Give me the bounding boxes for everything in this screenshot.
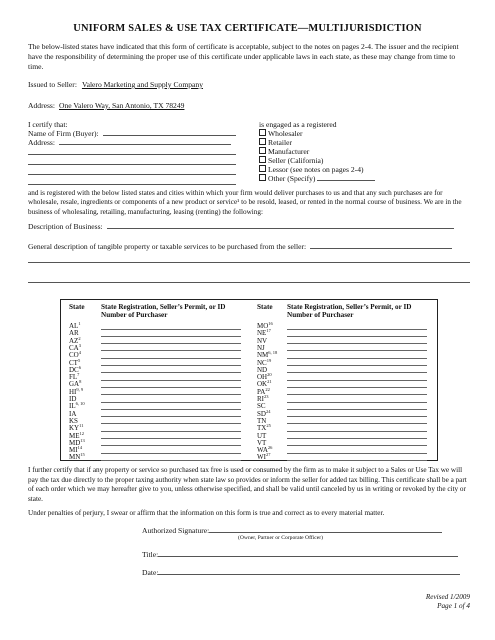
registration-number-field[interactable]: [101, 402, 241, 403]
general-line-2[interactable]: [28, 262, 470, 263]
registration-number-field[interactable]: [287, 453, 427, 454]
registration-number-field[interactable]: [101, 372, 241, 373]
title-field[interactable]: [158, 550, 458, 557]
state-code: VT: [257, 438, 267, 447]
date-row: [142, 568, 460, 577]
registration-number-field[interactable]: [101, 416, 241, 417]
state-code: $FL^7$: [69, 372, 80, 382]
business-label: Description of Business:: [28, 222, 103, 231]
state-registration-table: [60, 299, 438, 461]
registration-number-field[interactable]: [101, 460, 241, 461]
state-code: TX$^{25}$: [257, 423, 271, 433]
registration-number-field[interactable]: [101, 350, 241, 351]
registration-number-field[interactable]: [287, 423, 427, 424]
form-title: UNIFORM SALES & USE TAX CERTIFICATE—MULTIJURISDICTION: [73, 23, 422, 34]
seller-address-value[interactable]: One Valero Way, San Antonio, TX 78249: [59, 101, 185, 110]
checkbox[interactable]: [259, 165, 266, 172]
issued-to-row: [28, 80, 203, 89]
business-field[interactable]: [107, 222, 454, 229]
state-code: OH$^{20}$: [257, 372, 272, 382]
option-wholesaler[interactable]: Wholesaler: [259, 129, 303, 138]
buyer-address-label: Address:: [28, 138, 55, 147]
buyer-address-line-4[interactable]: [28, 174, 236, 175]
general-line-3[interactable]: [28, 282, 470, 283]
registration-number-field[interactable]: [287, 343, 427, 344]
seller-address-label: Address:: [28, 101, 55, 110]
state-code: KS: [69, 416, 78, 425]
registration-number-field[interactable]: [287, 380, 427, 381]
buyer-address-line-2[interactable]: [28, 154, 236, 155]
other-specify-field[interactable]: [317, 174, 375, 181]
col-reg-right: State Registration, Seller’s Permit, or ID Number of Purchaser: [287, 303, 412, 319]
registration-number-field[interactable]: [287, 329, 427, 330]
state-code: MN$^{15}$: [69, 452, 85, 462]
registration-number-field[interactable]: [287, 445, 427, 446]
registration-number-field[interactable]: [101, 431, 241, 432]
title-row: [142, 550, 458, 559]
state-code: $DC^6$: [69, 364, 81, 374]
registration-number-field[interactable]: [287, 365, 427, 366]
registration-number-field[interactable]: [287, 350, 427, 351]
option-retailer[interactable]: Retailer: [259, 138, 292, 147]
col-reg-left: State Registration, Seller’s Permit, or ID Number of Purchaser: [101, 303, 226, 319]
buyer-address-line-5[interactable]: [28, 184, 236, 185]
state-code: PA$^{22}$: [257, 386, 270, 396]
state-code: OK$^{21}$: [257, 379, 272, 389]
checkbox[interactable]: [259, 174, 266, 181]
registration-number-field[interactable]: [101, 445, 241, 446]
registration-number-field[interactable]: [101, 438, 241, 439]
general-label: General description of tangible property or taxable services to be purchased from the seller:: [28, 242, 307, 251]
firm-name-label: Name of Firm (Buyer):: [28, 129, 99, 138]
option-manufacturer[interactable]: Manufacturer: [259, 147, 309, 156]
option-seller-california[interactable]: Seller (California): [259, 156, 323, 165]
registration-number-field[interactable]: [287, 416, 427, 417]
further-certify-paragraph: I further certify that if any property or service so purchased tax free is used or consumed by the firm as to make it subject to a Sales or Use Tax we will pay the tax due directly to the proper taxing authority when state law so provides or inform the seller for added tax billing. This certificate shall be a part of each order which we may hereafter give to you, unless otherwise specified, and shall be valid until canceled by us in writing or revoked by the city or state.: [28, 466, 467, 503]
state-code: MI$^{14}$: [69, 445, 83, 455]
col-state-left: State: [69, 303, 85, 311]
state-code: NV: [257, 336, 268, 345]
state-code: SD$^{24}$: [257, 408, 271, 418]
registration-number-field[interactable]: [101, 358, 241, 359]
state-code: WI$^{27}$: [257, 452, 271, 462]
registration-number-field[interactable]: [287, 336, 427, 337]
state-code: HI$^{9, 9}$: [69, 386, 84, 396]
perjury-statement: Under penalties of perjury, I swear or affirm that the information on this form is true and correct as to every material matter.: [28, 509, 385, 517]
authorized-signature-field[interactable]: [209, 526, 442, 533]
date-label: Date:: [142, 568, 159, 577]
state-code: IL$^{6, 10}$: [69, 401, 85, 411]
general-field[interactable]: [310, 242, 452, 249]
state-code: $AL^1$: [69, 321, 81, 330]
state-code: UT: [257, 431, 267, 440]
state-code: MO$^{16}$: [257, 321, 273, 330]
state-code: $CA^3$: [69, 342, 81, 352]
registered-paragraph: and is registered with the below listed states and cities within which your firm would deliver purchases to us and that any such purchases are for wholesale, resale, ingredients or components of a new product or service¹ to be resold, leased, or rented in the normal course of business. We are in the business of wholesaling, retailing, manufacturing, leasing (renting) the following:: [28, 189, 462, 216]
business-row: [28, 222, 454, 231]
revised-date: Revised 1/2009: [425, 593, 470, 601]
state-code: RI$^{23}$: [257, 394, 269, 403]
checkbox[interactable]: [259, 138, 266, 145]
state-code: ME$^{12}$: [69, 430, 84, 440]
state-code: ND: [257, 365, 268, 374]
registration-number-field[interactable]: [101, 394, 241, 395]
registration-number-field[interactable]: [101, 365, 241, 366]
registration-number-field[interactable]: [101, 453, 241, 454]
registration-number-field[interactable]: [101, 387, 241, 388]
state-code: WA$^{26}$: [257, 445, 273, 455]
authorized-signature-label: Authorized Signature:: [142, 526, 210, 535]
state-code: NC$^{19}$: [257, 357, 272, 367]
state-code: $CO^4$: [69, 350, 81, 360]
registration-number-field[interactable]: [287, 402, 427, 403]
col-state-right: State: [257, 303, 273, 311]
registration-number-field[interactable]: [101, 336, 241, 337]
title-label: Title:: [142, 550, 159, 559]
state-code: AR: [69, 329, 79, 338]
checkbox[interactable]: [259, 147, 266, 154]
firm-name-field[interactable]: [103, 129, 236, 136]
option-other[interactable]: Other (Specify): [259, 174, 375, 183]
page-number: Page 1 of 4: [437, 602, 470, 610]
state-code: ID: [69, 395, 77, 403]
registration-number-field[interactable]: [287, 438, 427, 439]
checkbox[interactable]: [259, 156, 266, 163]
engaged-label: is engaged as a registered: [259, 120, 337, 129]
registration-number-field[interactable]: [101, 380, 241, 381]
state-code: SC: [257, 402, 266, 411]
seller-address-row: [28, 101, 184, 110]
buyer-address-row: [28, 138, 231, 147]
registration-number-field[interactable]: [287, 409, 427, 410]
date-field[interactable]: [158, 568, 460, 575]
option-lessor[interactable]: Lessor (see notes on pages 2-4): [259, 165, 364, 174]
registration-number-field[interactable]: [287, 394, 427, 395]
state-code: $CT^5$: [69, 357, 81, 367]
issued-to-value[interactable]: Valero Marketing and Supply Company: [81, 80, 203, 89]
registration-number-field[interactable]: [101, 329, 241, 330]
registration-number-field[interactable]: [101, 409, 241, 410]
state-code: NM$^{6, 18}$: [257, 350, 278, 360]
registration-number-field[interactable]: [287, 431, 427, 432]
certify-label: I certify that:: [28, 120, 68, 129]
registration-number-field[interactable]: [287, 372, 427, 373]
registration-number-field[interactable]: [287, 387, 427, 388]
buyer-address-field[interactable]: [59, 138, 231, 145]
registration-number-field[interactable]: [101, 343, 241, 344]
state-code: TN: [257, 416, 267, 425]
general-row: [28, 242, 452, 251]
buyer-address-line-3[interactable]: [28, 164, 236, 165]
registration-number-field[interactable]: [287, 358, 427, 359]
state-code: MD$^{13}$: [69, 437, 85, 447]
intro-paragraph: The below-listed states have indicated that this form of certificate is acceptable, subject to the notes on pages 2-4. The issuer and the recipient have the responsibility of determining the proper use of this certificate under applicable laws in each state, as these may change from time to time.: [28, 42, 459, 71]
state-code: IA: [69, 409, 77, 418]
state-code: $GA^8$: [69, 379, 82, 389]
signature-caption: (Owner, Partner or Corporate Officer): [238, 535, 323, 541]
state-code: KY$^{11}$: [69, 423, 84, 433]
registration-number-field[interactable]: [287, 460, 427, 461]
state-code: $AZ^2$: [69, 335, 81, 345]
registration-number-field[interactable]: [101, 423, 241, 424]
state-code: NE$^{17}$: [257, 328, 271, 338]
checkbox[interactable]: [259, 129, 266, 136]
issued-to-label: Issued to Seller:: [28, 80, 77, 89]
state-code: NJ: [257, 343, 265, 352]
